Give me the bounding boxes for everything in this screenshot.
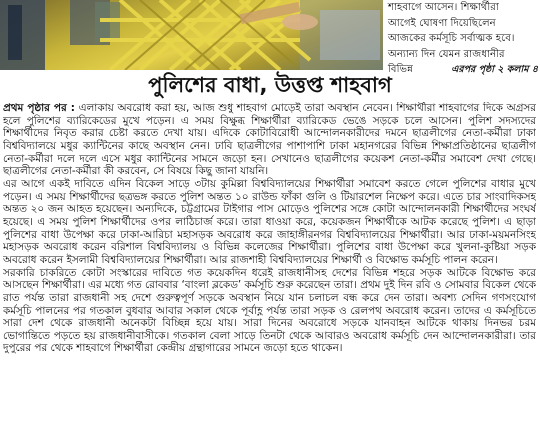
article-paragraph-1 [3, 102, 536, 178]
article-paragraph-2: এর আগে একই দাবিতে এদিন বিকেল সাড়ে ৩টায় কুমিল্লা বিশ্ববিদ্যালয়ের শিক্ষার্থীরা সমাবেশ করতে গেলে পুলিশের বাধার মুখে পড়েন। এ সময় শিক্ষার্থীদের ছত্রভঙ্গ করতে পুলিশ অন্তত ১০ রাউন্ড ফাঁকা গুলি ও টিয়ারশেল নিক্ষেপ করে। এতে চার সাংবাদিকসহ অন্তত ২০ জন আহত হয়েছেন। অন্যদিকে, চট্টগ্রামের টাইগার পাস মোড়েও পুলিশের সঙ্গে কোটা আন্দোলনকারী শিক্ষার্থীদের সংঘর্ষ হয়েছে। এ সময় পুলিশ শিক্ষার্থীদের ওপর লাঠিচার্জ করে। তারা ধাওয়া করে, কয়েকজন শিক্ষার্থীকে আটক করেছে পুলিশ। এ ছাড়া পুলিশের বাধা উপেক্ষা করে ঢাকা-আরিচা মহাসড়ক অবরোধ করে জাহাঙ্গীরনগর বিশ্ববিদ্যালয়ের শিক্ষার্থীরা। আর ঢাকা-ময়মনসিংহ মহাসড়ক অবরোধ করেন বরিশাল বিশ্ববিদ্যালয় ও বিভিন্ন কলেজের শিক্ষার্থীরা। পুলিশের বাধা উপেক্ষা করে খুলনা-কুষ্টিয়া সড়ক অবরোধ করেন ইসলামী বিশ্ববিদ্যালয়ের শিক্ষার্থীরা। আর রাজশাহী বিশ্ববিদ্যালয়ের শিক্ষার্থী ও বিক্ষোভ কর্মসূচি পালন করেন। [3, 177, 536, 266]
article-paragraph-3: সরকারি চাকরিতে কোটা সংস্কারের দাবিতে গত কয়েকদিন ধরেই রাজধানীসহ দেশের বিভিন্ন শহরে সড়ক আটকে বিক্ষোভ করে আসছেন শিক্ষার্থীরা। এর মধ্যে গত রোববার ‘বাংলা ব্লকেড’ কর্মসূচি শুরু করেছেন তারা। প্রথম দুই দিন রবি ও সোমবার বিকেল থেকে রাত পর্যন্ত তারা রাজধানী সহ দেশে গুরুত্বপূর্ণ সড়কে অবস্থান নিয়ে যান চলাচল বন্ধ করে দেন তারা। অবশ্য সেদিন গণসংযোগ কর্মসূচি পালনের পর গতকাল বুধবার আবার সকাল থেকে পূর্বাহ্ণ পর্যন্ত তারা সড়ক ও রেলপথ অবরোধ করেন। তাদের এ কর্মসূচিতে সারা দেশ থেকে রাজধানী অনেকটা বিচ্ছিন্ন হয়ে যায়। সারা দিনের অবরোধে সড়কে যানবাহন আটকে থাকায় দিনভর চরম ভোগান্তিতে পড়তে হয় রাজধানীবাসীকে। গতকাল বেলা সাড়ে তিনটা থেকে আবারও অবরোধ কর্মসূচি দেন আন্দোলনকারীরা। তার দুপুরের পর থেকে শাহবাগে শিক্ষার্থীরা কেন্দ্রীয় গ্রন্থাগারের সামনে জড়ো হতে থাকেন। [3, 266, 536, 355]
news-photo [0, 0, 383, 70]
barricade-photo-illustration [0, 0, 383, 70]
side-line-3: আজকের কর্মসূচি সর্বাত্মক হবে। [388, 33, 515, 45]
side-line-1: শাহবাগে আসেন। শিক্ষার্থীরা [388, 2, 499, 13]
paragraph-1-text: এলাকায় অবরোধ করা হয়, আজ শুধু শাহবাগ মোড়েই তারা অবস্থান নেবেন। শিক্ষার্থীরা শাহবাগের দিকে অগ্রসর হলে পুলিশের ব্যারিকেডের মুখে পড়েন। এ সময় বিক্ষুব্ধ শিক্ষার্থীরা ব্যারিকেড ভেঙে সড়কে চলে আসেন। পুলিশ সদস্যদের শিক্ষার্থীদের নিবৃত করার চেষ্টা করতে দেখা যায়। এদিকে কোটাবিরোধী আন্দোলনকারীদের দমনে ছাত্রলীগের নেতা-কর্মীরা ঢাকা বিশ্ববিদ্যালয়ে মধুর ক্যান্টিনের কাছে অবস্থান নেন। ঢাবি ছাত্রলীগের পাশাপাশি ঢাকা মহানগরের বিভিন্ন শিক্ষাপ্রতিষ্ঠানের ছাত্রলীগ নেতা-কর্মীরা দলে দলে এসে মধুর ক্যান্টিনের সামনে জড়ো হন। সেখানেও ছাত্রলীগের কয়েকশ নেতা-কর্মীর সমাবেশ দেখা গেছে। ছাত্রলীগের নেতা-কর্মীরা কী করবেন, সে বিষয়ে কিছু জানা যায়নি। [3, 102, 536, 178]
previous-column-ending [388, 0, 538, 80]
lead-label: প্রথম পৃষ্ঠার পর : [3, 102, 75, 114]
side-line-5-text: বিভিন্ন [388, 64, 413, 76]
continuation-note: এরপর পৃষ্ঠা ২ কলাম ৪ [451, 64, 538, 76]
side-line-4: অন্যান্য দিন যেমন রাজধানীর [388, 48, 505, 60]
article-body [3, 102, 536, 440]
side-line-2: আগেই ঘোষণা দিয়েছিলেন [388, 17, 496, 29]
article-headline: পুলিশের বাধা, উত্তপ্ত শাহবাগ [148, 73, 392, 97]
